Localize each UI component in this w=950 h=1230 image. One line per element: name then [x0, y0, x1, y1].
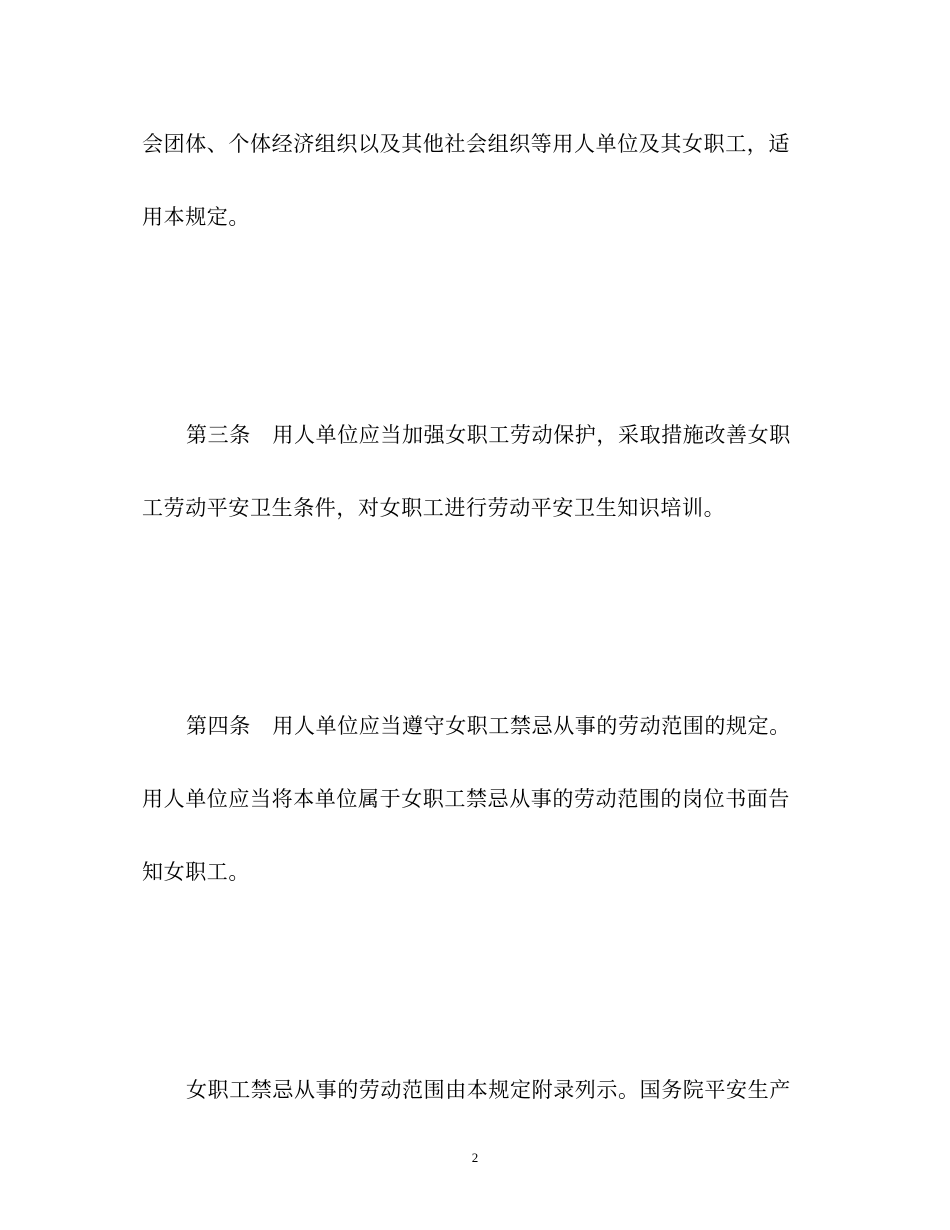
- paragraph-1-line-2: 用本规定。: [142, 205, 250, 229]
- article-4-line-2: 用人单位应当将本单位属于女职工禁忌从事的劳动范围的岗位书面告: [142, 787, 790, 811]
- paragraph-1-line-1: 会团体、个体经济组织以及其他社会组织等用人单位及其女职工，适: [142, 132, 790, 156]
- article-3-line-1: 第三条 用人单位应当加强女职工劳动保护，采取措施改善女职: [186, 423, 791, 447]
- article-4-line-3: 知女职工。: [142, 860, 250, 884]
- article-3-line-2: 工劳动平安卫生条件，对女职工进行劳动平安卫生知识培训。: [142, 496, 726, 520]
- paragraph-4-line-1: 女职工禁忌从事的劳动范围由本规定附录列示。国务院平安生产: [186, 1078, 791, 1102]
- article-4-line-1: 第四条 用人单位应当遵守女职工禁忌从事的劳动范围的规定。: [186, 714, 791, 738]
- page-number: 2: [471, 1150, 479, 1165]
